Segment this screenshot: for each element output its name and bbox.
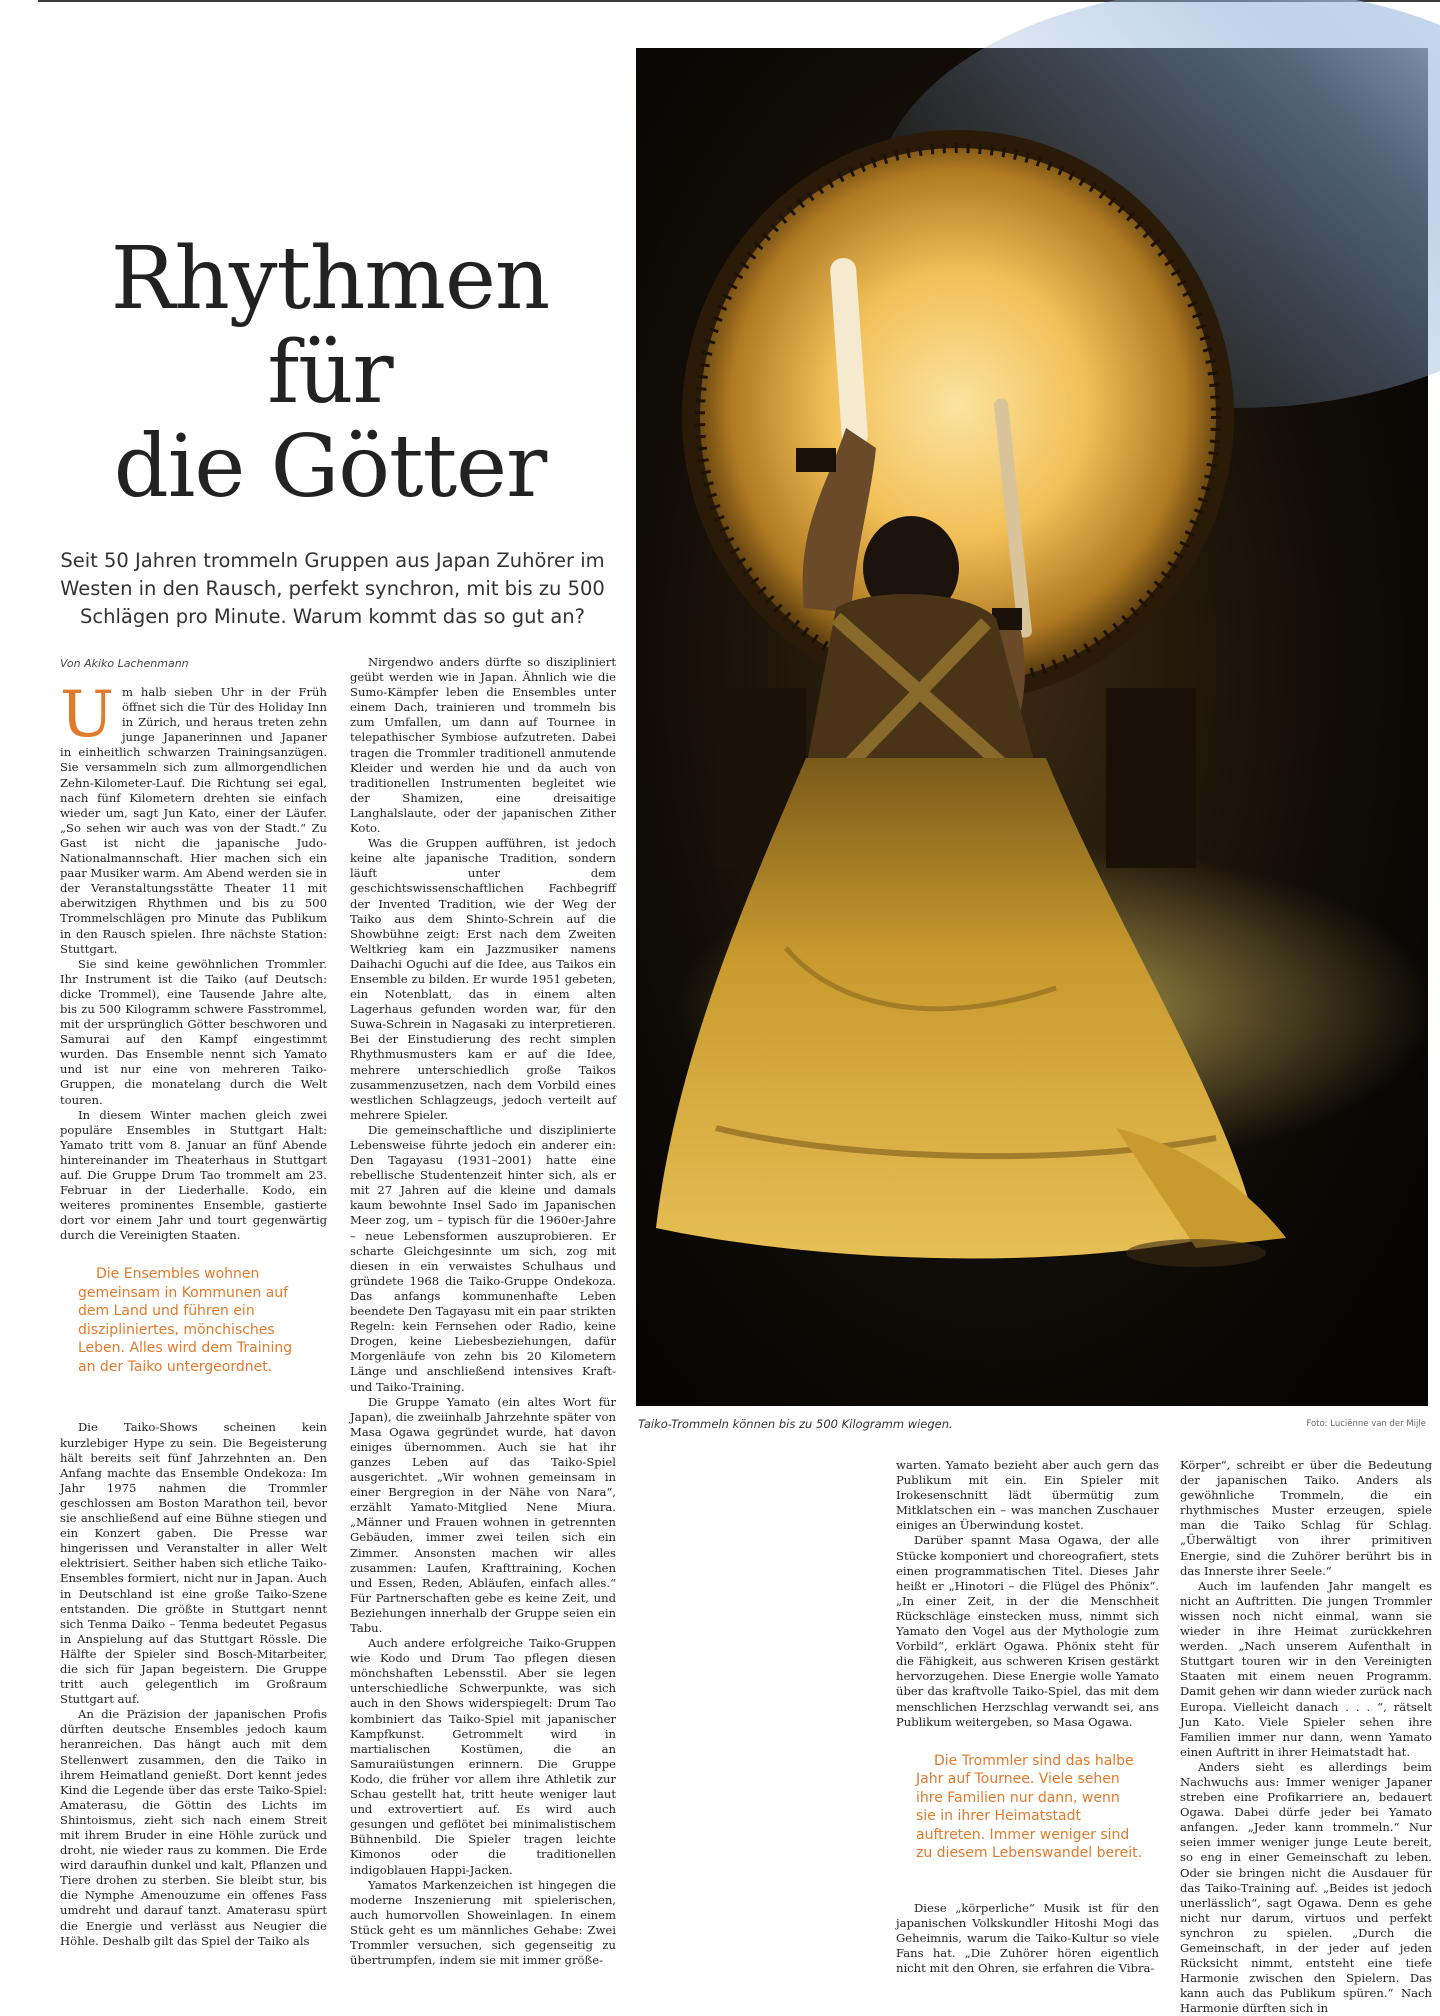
- body-paragraph: Die Gruppe Yamato (ein altes Wort für Japan), die zweiinhalb Jahrzehnte später von Masa Ogawa gegründet wurde, hat davon einiges übernommen. Auch sie hat ihr ganzes Leben auf das Taiko-Spiel ausgerichtet. „Wir wohnen gemeinsam in einer Bergregion in der Nähe von Nara“, erzählt Yamato-Mitglied Nene Miura. „Männer und Frauen wohnen in getrennten Gebäuden, immer zwei teilen sich ein Zimmer. Ansonsten machen wir alles zusammen: Laufen, Krafttraining, Kochen und Essen, Reden, Abläufen, einfach alles.“ Für Partnerschaften gebe es keine Zeit, und Beziehungen innerhalb der Gruppe seien ein Tabu.: [350, 1394, 616, 1635]
- article-column-2: [350, 655, 616, 2001]
- drop-cap: U: [60, 678, 114, 752]
- article-column-3: [896, 1458, 1159, 2001]
- body-paragraph: Diese „körperliche“ Musik ist für den japanischen Volkskundler Hitoshi Mogi das Geheimnis, warum die Taiko-Kultur so viele Fans hat. „Die Zuhörer hören eigentlich nicht mit den Ohren, sie erfahren die Vibra-: [896, 1900, 1159, 1976]
- taiko-drummer-illustration: [636, 48, 1428, 1406]
- body-paragraph: Die gemeinschaftliche und disziplinierte Lebensweise führte jedoch ein anderer ein: Den Tagayasu (1931–2001) hatte eine rebellische Studentenzeit hinter sich, als er mit 27 Jahren auf die kleine und damals kaum bewohnte Insel Sado im Japanischen Meer zog, um – typisch für die 1960er-Jahre – neue Lebensformen auszuprobieren. Er scharte Gleichgesinnte um sich, zog mit diesen in ein verwaistes Schulhaus und gründete 1968 die Taiko-Gruppe Ondekoza. Das anfangs kommunenhafte Leben beendete Den Tagayasu mit ein paar strikten Regeln: kein Fernsehen oder Radio, keine Drogen, keine Liebesbeziehungen, dafür Morgenläufe von zehn bis 20 Kilometern Länge und anschließend intensives Kraft- und Taiko-Training.: [350, 1122, 616, 1394]
- headline-line-1: Rhythmen: [110, 229, 550, 329]
- subhead: Seit 50 Jahren trommeln Gruppen aus Japan Zuhörer im Westen in den Rausch, perfekt synchron, mit bis zu 500 Schlägen pro Minute. Warum kommt das so gut an?: [60, 549, 605, 628]
- headline-line-3: die Götter: [113, 417, 547, 517]
- photo-caption: Taiko-Trommeln können bis zu 500 Kilogramm wiegen.: [638, 1417, 953, 1431]
- body-paragraph: Darüber spannt Masa Ogawa, der alle Stücke komponiert und choreografiert, stets einen programmatischen Titel. Dieses Jahr heißt er „Hinotori – die Flügel des Phönix“. „In einer Zeit, in der die Menschheit Rückschläge einstecken muss, nimmt sich Yamato den Vogel aus der Mythologie zum Vorbild“, erklärt Ogawa. Phönix steht für die Fähigkeit, aus schweren Krisen gestärkt hervorzugehen. Diese Energie wolle Yamato über das kraftvolle Taiko-Spiel, das mit dem menschlichen Herzschlag verwandt sei, ans Publikum weitergeben, so Masa Ogawa.: [896, 1533, 1159, 1729]
- headline: [55, 229, 605, 517]
- byline: Von Akiko Lachenmann: [60, 657, 189, 670]
- body-paragraph: In diesem Winter machen gleich zwei populäre Ensembles in Stuttgart Halt: Yamato tritt vom 8. Januar an fünf Abende hintereinander im Theaterhaus in Stuttgart auf. Die Gruppe Drum Tao trommelt am 23. Februar in der Liederhalle. Kodo, ein weiteres prominentes Ensemble, gastierte dort vor einem Jahr und tourt gegenwärtig durch die Vereinigten Staaten.: [60, 1107, 327, 1243]
- body-paragraph: Nirgendwo anders dürfte so diszipliniert geübt werden wie in Japan. Ähnlich wie die Sumo-Kämpfer leben die Ensembles unter einem Dach, trainieren und trommeln bis zum Umfallen, um dann auf Tournee in telepathischer Symbiose aufzutreten. Dabei tragen die Trommler traditionell anmutende Kleider und werden hie und da auch von traditionellen Instrumenten begleitet wie der Shamizen, eine dreisaitige Langhalslaute, oder der japanischen Zither Koto.: [350, 655, 616, 836]
- pull-quote: Die Trommler sind das halbe Jahr auf Tournee. Viele sehen ihre Familien nur dann, wenn sie in ihrer Heimatstadt auftreten. Immer weniger sind zu diesem Lebenswandel bereit.: [916, 1752, 1143, 1862]
- taiko-photo: [636, 48, 1428, 1406]
- body-paragraph: Auch andere erfolgreiche Taiko-Gruppen wie Kodo und Drum Tao pflegen diesen mönchshaften Lebensstil. Aber sie legen unterschiedliche Schwerpunkte, was sich auch in den Shows widerspiegelt: Drum Tao kombiniert das Taiko-Spiel mit japanischer Kampfkunst. Getrommelt wird in martialischen Kostümen, die an Samuraiüstungen erinnern. Die Gruppe Kodo, die früher vor allem ihre Athletik zur Schau gestellt hat, tritt heute weniger laut und extrovertiert auf. Es wird auch gesungen und geflötet bei minimalistischem Bühnenbild. Die Spieler tragen leichte Kimonos oder die traditionellen indigoblauen Happi-Jacken.: [350, 1636, 616, 1877]
- body-paragraph: Was die Gruppen aufführen, ist jedoch keine alte japanische Tradition, sondern läuft unter dem geschichtswissenschaftlichen Fachbegriff der Invented Tradition, wie der Weg der Taiko aus dem Shinto-Schrein auf die Showbühne zeigt: Erst nach dem Zweiten Weltkrieg kam ein Jazzmusiker namens Daihachi Oguchi auf die Idee, aus Taikos ein Ensemble zu bilden. Er wurde 1951 gebeten, ein Notenblatt, das in einem alten Lagerhaus gefunden worden war, für den Suwa-Schrein in Nagasaki zu interpretieren. Bei der Einstudierung des recht simplen Rhythmusmusters kam er auf die Idee, mehrere unterschiedlich große Taikos zusammenzusetzen, nach dem Vorbild eines westlichen Schlagzeugs, jedoch verteilt auf mehrere Spieler.: [350, 836, 616, 1122]
- body-paragraph: Auch im laufenden Jahr mangelt es nicht an Auftritten. Die jungen Trommler wissen noch nicht einmal, wann sie wieder in ihre Heimat zurückkehren werden. „Nach unserem Aufenthalt in Stuttgart touren wir in den Vereinigten Staaten mit einem neuen Programm. Damit gehen wir dann wieder zurück nach Europa. Vielleicht danach . . . “, rätselt Jun Kato. Viele Spieler sehen ihre Familien immer nur dann, wenn Yamato einen Auftritt in ihrer Heimatstadt hat.: [1180, 1578, 1432, 1759]
- body-paragraph: Die Taiko-Shows scheinen kein kurzlebiger Hype zu sein. Die Begeisterung hält bereits seit fünf Jahrzehnten an. Den Anfang machte das Ensemble Ondekoza: Im Jahr 1975 nahmen die Trommler geschlossen am Boston Marathon teil, bevor sie anschließend auf eine Bühne stiegen und ein Konzert gaben. Die Presse war hingerissen und Veranstalter in aller Welt elektrisiert. Seither haben sich etliche Taiko-Ensembles formiert, nicht nur in Japan. Auch in Deutschland ist eine große Taiko-Szene entstanden. Die größte in Stuttgart nennt sich Tenma Daiko – Tenma bedeutet Pegasus in Anspielung auf das Stuttgart Rössle. Die Hälfte der Spieler sind Bosch-Mitarbeiter, die sich für Japan begeistern. Die Gruppe tritt auch gelegentlich im Großraum Stuttgart auf.: [60, 1420, 327, 1707]
- body-paragraph: Körper“, schreibt er über die Bedeutung der japanischen Taiko. Anders als gewöhnliche Trommeln, die ein rhythmisches Muster erzeugen, spiele man die Taiko Schlag für Schlag. „Überwältigt von ihrer primitiven Energie, sind die Zuhörer berührt bis in das Innerste ihrer Seele.“: [1180, 1458, 1432, 1578]
- lead-paragraph: Um halb sieben Uhr in der Früh öffnet sich die Tür des Holiday Inn in Zürich, und heraus treten zehn junge Japanerinnen und Japaner in einheitlich schwarzen Trainingsanzügen. Sie versammeln sich zum allmorgendlichen Zehn-Kilometer-Lauf. Die Richtung sei egal, nach fünf Kilometern drehten sie einfach wieder um, sagt Jun Kato, einer der Läufer. „So sehen wir auch was von der Stadt.“ Zu Gast ist nicht die japanische Judo-Nationalmannschaft. Hier machen sich ein paar Musiker warm. Am Abend werden sie in der Veranstaltungsstätte Theater 11 mit aberwitzigen Rhythmen und bis zu 500 Trommelschlägen pro Minute das Publikum in den Rausch spielen. Ihre nächste Station: Stuttgart.: [60, 678, 327, 956]
- article-column-1: [60, 678, 327, 2001]
- body-paragraph: warten. Yamato bezieht aber auch gern das Publikum mit ein. Ein Spieler mit Irokesenschnitt lädt übermütig zum Mitklatschen ein – was manchen Zuschauer einiges an Überwindung kostet.: [896, 1458, 1159, 1533]
- body-paragraph: Anders sieht es allerdings beim Nachwuchs aus: Immer weniger Japaner streben eine Profikarriere an, bedauert Ogawa. Dabei dürfe jeder bei Yamato anfangen. „Jeder kann trommeln.“ Nur seien immer weniger junge Leute bereit, so eng in einer Gemeinschaft zu leben. Oder sie bringen nicht die Ausdauer für das Taiko-Training auf. „Beides ist jedoch unerlässlich“, sagt Ogawa. Denn es gehe nicht nur darum, virtuos und perfekt synchron zu spielen. „Durch die Gemeinschaft, in der jeder auf jeden Rücksicht nimmt, entsteht eine tiefe Harmonie zwischen den Spielern. Das kann auch das Publikum spüren.“ Nach Harmonie dürften sich in: [1180, 1759, 1432, 2016]
- body-paragraph: An die Präzision der japanischen Profis dürften deutsche Ensembles jedoch kaum heranreichen. Das hängt auch mit dem Stellenwert zusammen, den die Taiko in ihrem Heimatland genießt. Dort kennt jedes Kind die Legende über das erste Taiko-Spiel: Amaterasu, die Göttin des Lichts im Shintoismus, zieht sich nach einem Streit mit ihrem Bruder in eine Höhle zurück und droht, nie wieder raus zu kommen. Die Erde wird daraufhin dunkel und kalt, Pflanzen und Tiere drohen zu sterben. Sie bleibt stur, bis die Nymphe Amenouzume ein offenes Fass umdreht und darauf tanzt. Amaterasu spürt die Energie und verlässt aus Neugier die Höhle. Deshalb gilt das Spiel der Taiko als: [60, 1707, 327, 1948]
- body-paragraph: Sie sind keine gewöhnlichen Trommler. Ihr Instrument ist die Taiko (auf Deutsch: dicke Trommel), eine Tausende Jahre alte, bis zu 500 Kilogramm schwere Fasstrommel, mit der ursprünglich Götter beschworen und Samurai auf den Kampf eingestimmt wurden. Das Ensemble nennt sich Yamato und ist nur eine von mehreren Taiko-Gruppen, die monatelang durch die Welt touren.: [60, 956, 327, 1107]
- photo-credit: Foto: Luciënne van der Mijle: [1306, 1419, 1426, 1429]
- pull-quote: Die Ensembles wohnen gemeinsam in Kommunen auf dem Land und führen ein diszipliniertes, mönchisches Leben. Alles wird dem Training an der Taiko untergeordnet.: [78, 1266, 293, 1375]
- article-column-4: [1180, 1458, 1432, 2016]
- headline-line-2: für: [267, 323, 393, 423]
- body-paragraph: Yamatos Markenzeichen ist hingegen die moderne Inszenierung mit spielerischen, auch humorvollen Showeinlagen. In einem Stück geht es um männliches Gehabe: Zwei Trommler versuchen, sich gegenseitig zu übertrumpfen, indem sie mit immer größe-: [350, 1877, 616, 1968]
